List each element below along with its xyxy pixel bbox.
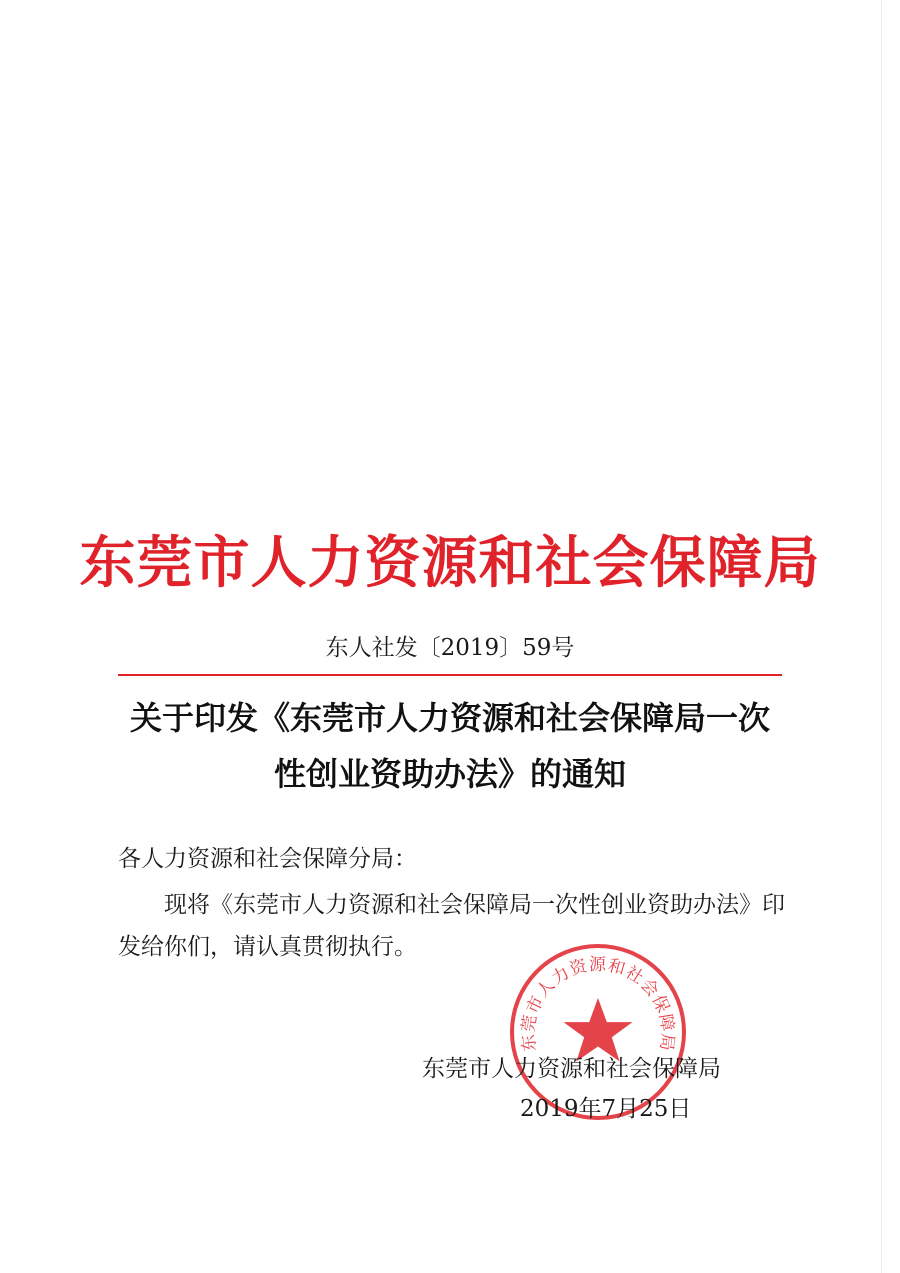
- title-line-1: 关于印发《东莞市人力资源和社会保障局一次: [129, 699, 770, 737]
- red-divider-line: [118, 674, 782, 676]
- title-line-2: 性创业资助办法》的通知: [273, 755, 626, 793]
- issuer-header: 东莞市人力资源和社会保障局: [79, 530, 821, 596]
- signer: 东莞市人力资源和社会保障局: [422, 1056, 721, 1082]
- document-number: 东人社发〔2019〕59号: [325, 635, 575, 661]
- issue-date: 2019年7月25日: [520, 1096, 692, 1122]
- document-title: [100, 690, 800, 802]
- salutation: 各人力资源和社会保障分局：: [118, 846, 417, 872]
- body-paragraph: 现将《东莞市人力资源和社会保障局一次性创业资助办法》印发给你们，请认真贯彻执行。: [118, 892, 785, 960]
- seal-text: 东莞市人力资源和社会保障局: [518, 955, 678, 1053]
